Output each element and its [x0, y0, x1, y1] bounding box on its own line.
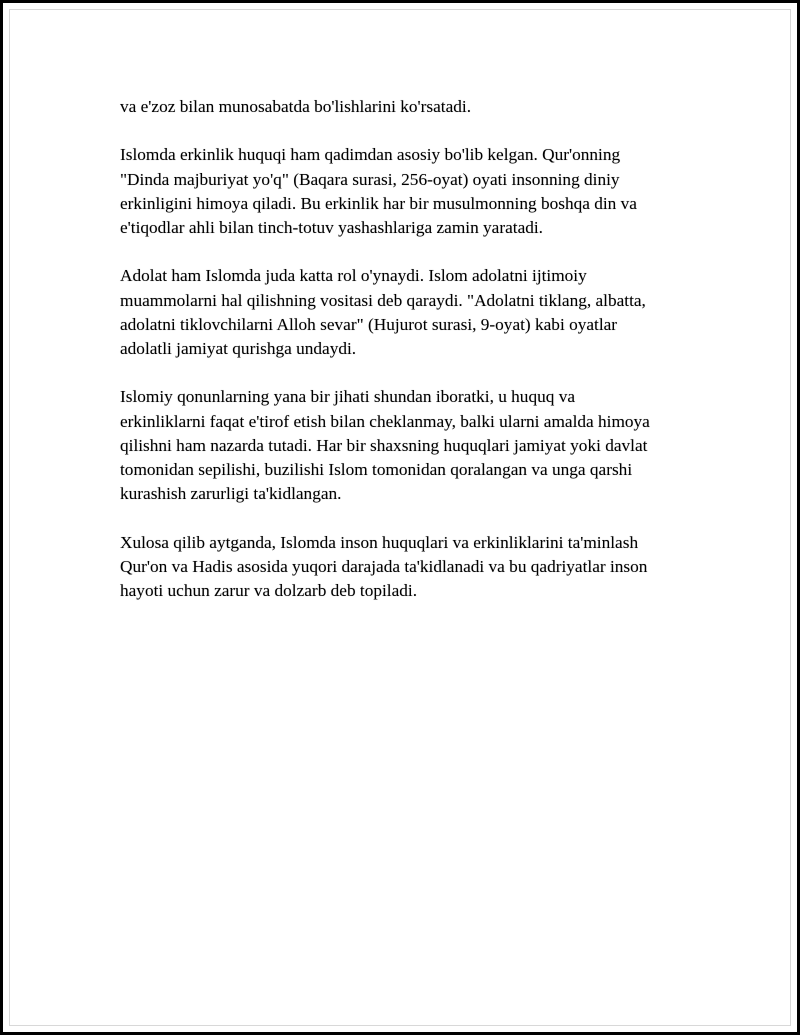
paragraph-4	[120, 385, 700, 506]
text-line: Adolat ham Islomda juda katta rol o'ynaydi. Islom adolatni ijtimoiy	[120, 266, 587, 286]
text-line: erkinligini himoya qiladi. Bu erkinlik har bir musulmonning boshqa din va	[120, 193, 637, 213]
paragraph-3	[120, 264, 700, 361]
text-line: hayoti uchun zarur va dolzarb deb topiladi.	[120, 581, 418, 600]
text-line: Islomda erkinlik huquqi ham qadimdan asosiy bo'lib kelgan. Qur'onning	[120, 145, 621, 165]
text-line: tomonidan sepilishi, buzilishi Islom tomonidan qoralangan va unga qarshi	[120, 460, 633, 479]
text-line: Islomiy qonunlarning yana bir jihati shundan iboratki, u huquq va	[120, 387, 575, 407]
text-line: Qur'on va Hadis asosida yuqori darajada ta'kidlanadi va bu qadriyatlar inson	[120, 556, 648, 576]
text-line: va e'zoz bilan munosabatda bo'lishlarini ko'rsatadi.	[120, 97, 472, 116]
text-line: kurashish zarurligi ta'kidlangan.	[120, 484, 342, 504]
text-line: adolatni tiklovchilarni Alloh sevar" (Hujurot surasi, 9-oyat) kabi oyatlar	[120, 314, 618, 334]
text-line: qilishni ham nazarda tutadi. Har bir shaxsning huquqlari jamiyat yoki davlat	[120, 435, 648, 455]
paragraph-1	[120, 95, 700, 119]
text-line: adolatli jamiyat qurishga undaydi.	[120, 339, 357, 358]
text-line: Xulosa qilib aytganda, Islomda inson huquqlari va erkinliklarini ta'minlash	[120, 532, 639, 552]
paragraph-5	[120, 531, 700, 604]
text-line: muammolarni hal qilishning vositasi deb qaraydi. "Adolatni tiklang, albatta,	[120, 290, 646, 310]
text-line: erkinliklarni faqat e'tirof etish bilan cheklanmay, balki ularni amalda himoya	[120, 411, 650, 431]
text-line: e'tiqodlar ahli bilan tinch-totuv yashashlariga zamin yaratadi.	[120, 218, 544, 237]
paragraph-2	[120, 143, 700, 240]
document-body	[120, 95, 700, 627]
text-line: "Dinda majburiyat yo'q" (Baqara surasi, 256-oyat) oyati insonning diniy	[120, 169, 620, 189]
